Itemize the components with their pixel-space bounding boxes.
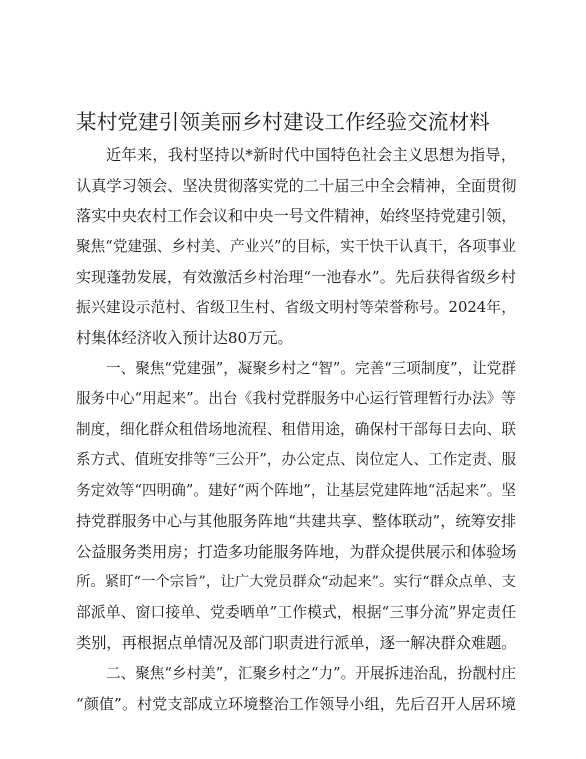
body-line: 制度，细化群众租借场地流程、租借用途，确保村干部每日去向、联 — [76, 420, 516, 438]
body-line: 落实中央农村工作会议和中央一号文件精神，始终坚持党建引领， — [76, 207, 516, 225]
document-title: 某村党建引领美丽乡村建设工作经验交流材料 — [76, 110, 490, 134]
body-line: 持党群服务中心与其他服务阵地“共建共享、整体联动”，统筹安排 — [76, 512, 516, 530]
body-line: 村集体经济收入预计达80万元。 — [76, 329, 293, 347]
body-line: 聚焦“党建强、乡村美、产业兴”的目标，实干快干认真干，各项事业 — [76, 237, 516, 255]
body-line: 一、聚焦“党建强”，凝聚乡村之“智”。完善“三项制度”，让党群 — [106, 359, 516, 377]
body-line: 二、聚焦“乡村美”，汇聚乡村之“力”。开展拆违治乱，扮靓村庄 — [106, 664, 516, 682]
body-line: 部派单、窗口接单、党委晒单”工作模式，根据“三事分流”界定责任 — [76, 603, 516, 621]
body-line: 近年来，我村坚持以*新时代中国特色社会主义思想为指导， — [106, 146, 516, 164]
body-line: 务定效等“四明确”。建好“两个阵地”，让基层党建阵地“活起来”。坚 — [76, 481, 516, 499]
body-line: 实现蓬勃发展，有效激活乡村治理“一池春水”。先后获得省级乡村 — [76, 268, 516, 286]
body-line: 所。紧盯“一个宗旨”，让广大党员群众“动起来”。实行“群众点单、支 — [76, 574, 516, 590]
body-line: 类别，再根据点单情况及部门职责进行派单，逐一解决群众难题。 — [76, 634, 516, 652]
document-body — [76, 140, 516, 720]
body-line: 系方式、值班安排等“三公开”，办公定点、岗位定人、工作定责、服 — [76, 451, 516, 468]
body-line: “颜值”。村党支部成立环境整治工作领导小组，先后召开人居环境 — [76, 695, 516, 713]
body-line: 服务中心“用起来”。出台《我村党群服务中心运行管理暂行办法》等 — [76, 390, 516, 407]
body-line: 公益服务类用房；打造多功能服务阵地，为群众提供展示和体验场 — [76, 542, 516, 561]
body-line: 振兴建设示范村、省级卫生村、省级文明村等荣誉称号。2024年， — [76, 298, 516, 316]
body-line: 认真学习领会、坚决贯彻落实党的二十届三中全会精神，全面贯彻 — [76, 176, 516, 195]
